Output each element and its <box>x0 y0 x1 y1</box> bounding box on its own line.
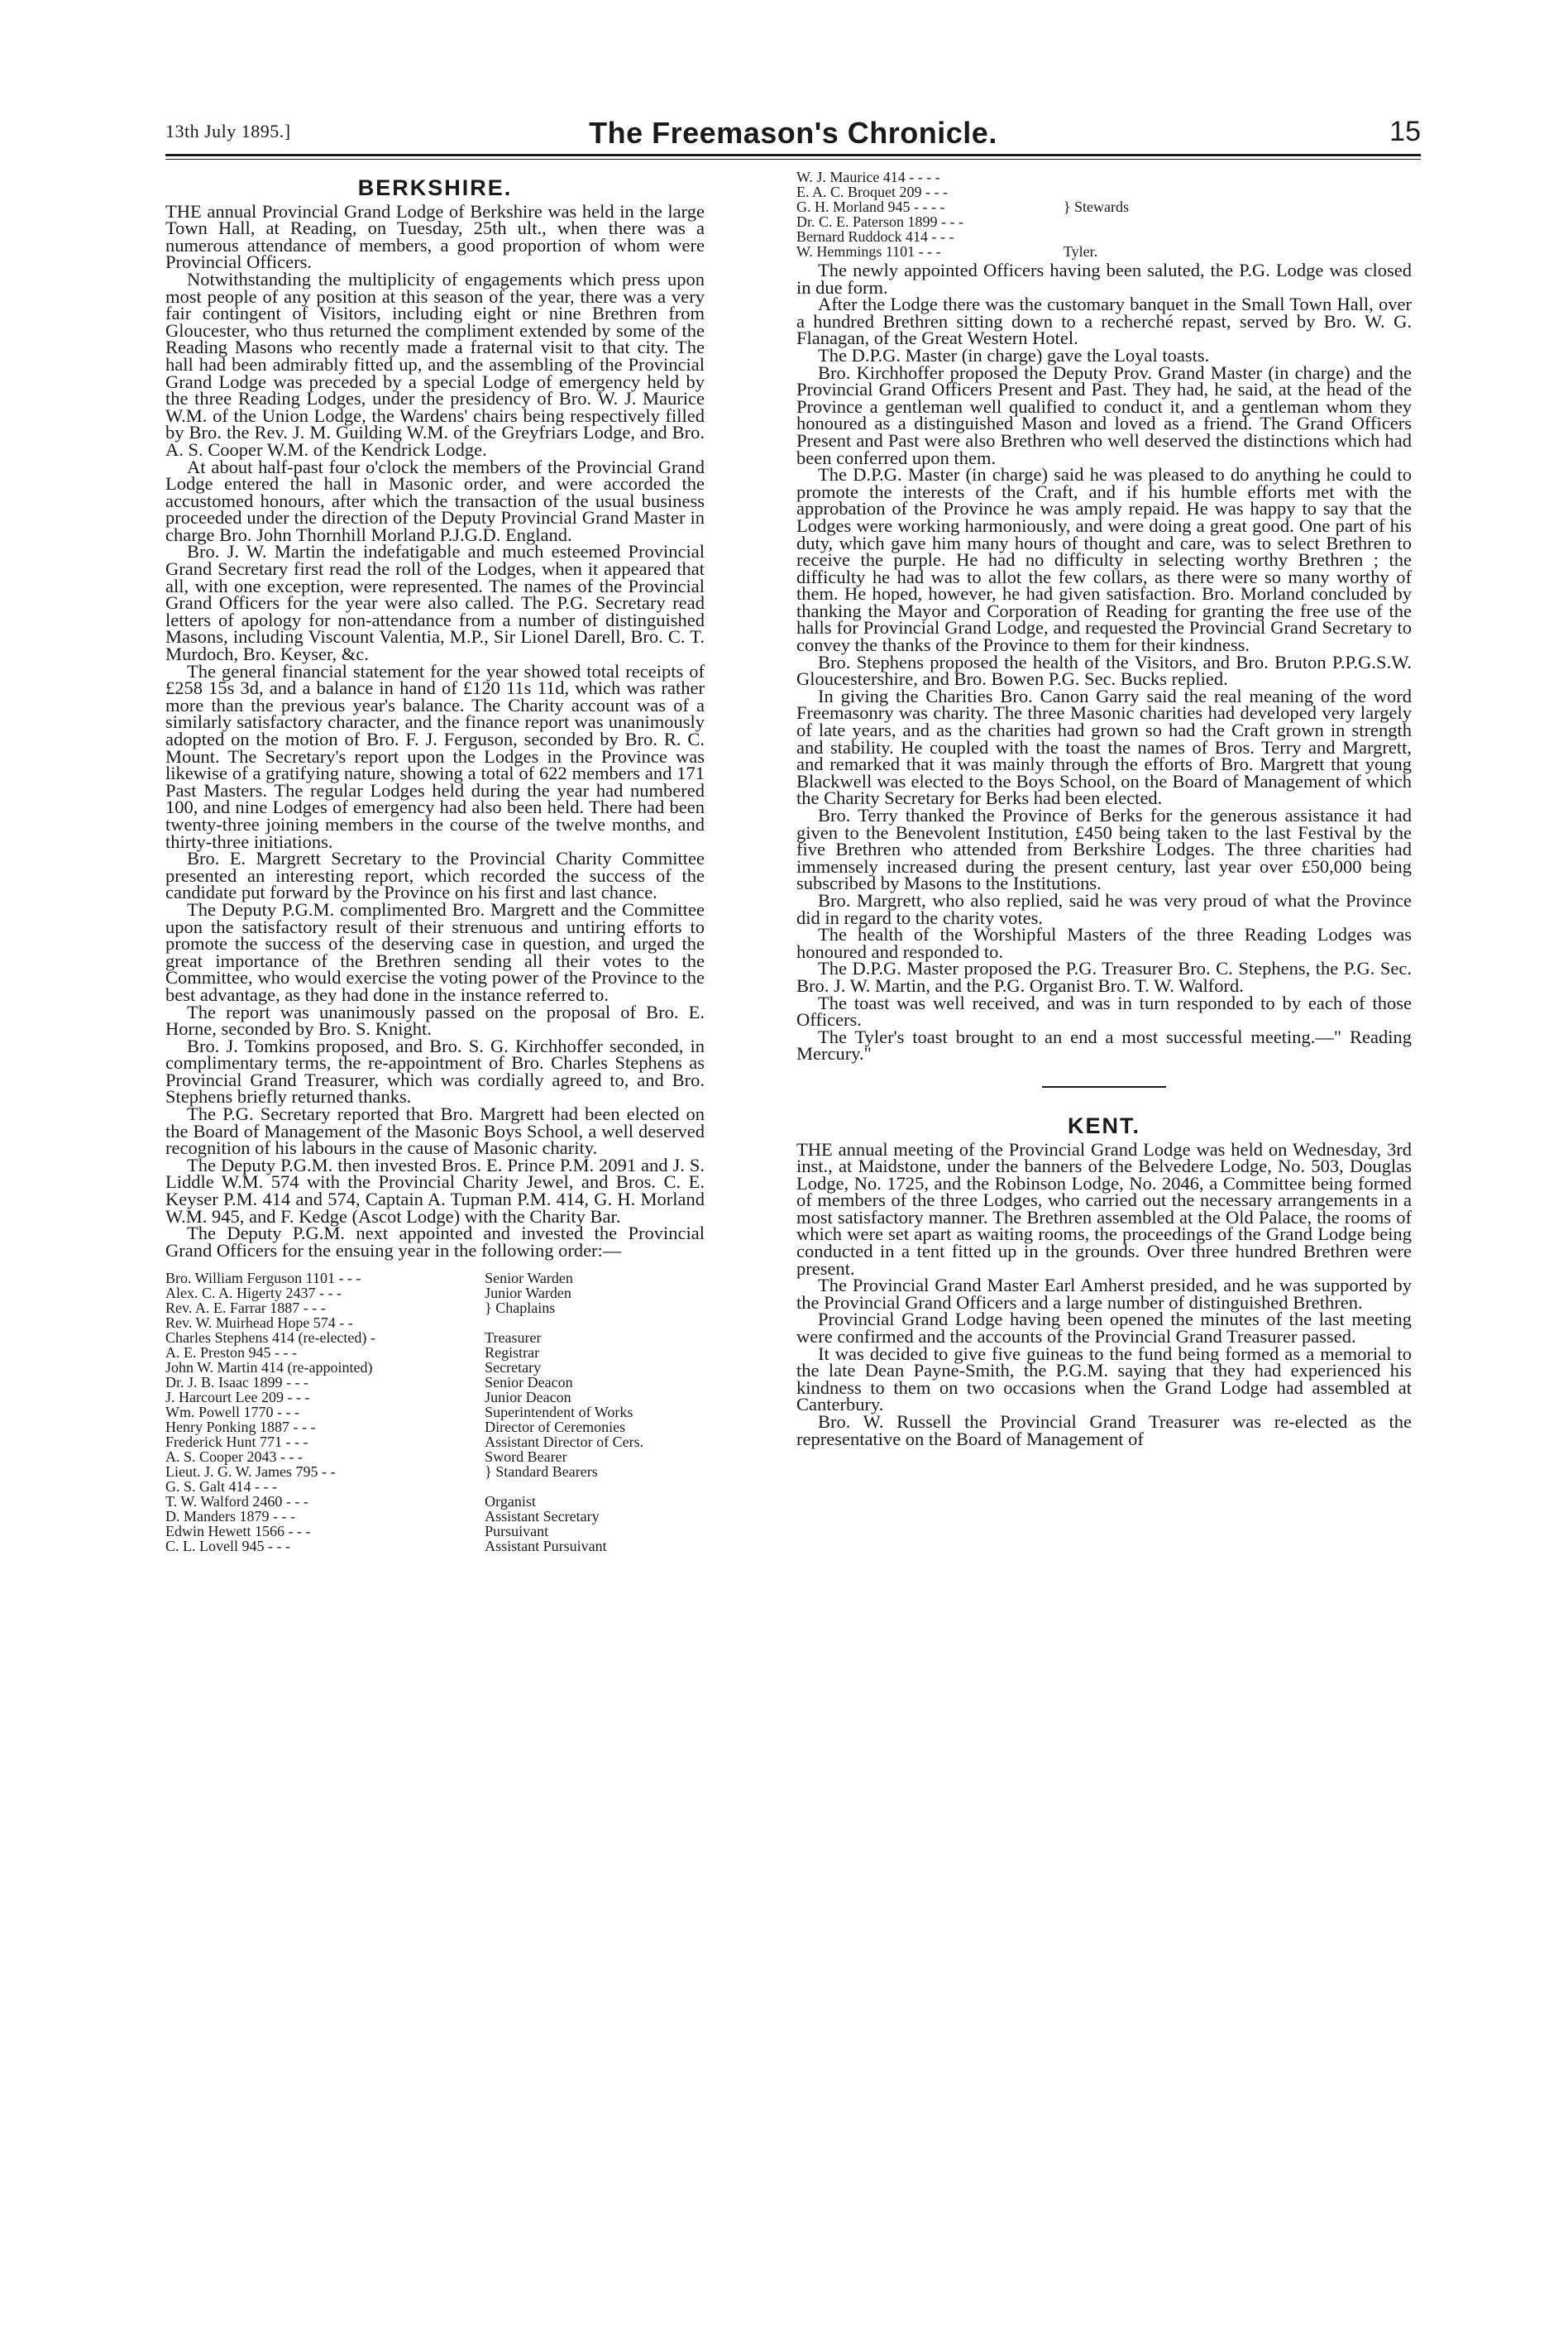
officer-name: W. Hemmings 1101 - - - <box>796 243 941 260</box>
paragraph: The general financial statement for the year showed total receipts of £258 15s 3d, and a balance in hand of £120 11s 11d, which was rather more than the previous year's balance. The Charity account was of a similarly satisfactory character, and the finance report was unanimously adopted on the motion of Bro. F. J. Ferguson, seconded by Bro. R. C. Mount. The Secretary's report upon the Lodges in the Province was likewise of a gratifying nature, showing a total of 622 members and 171 Past Masters. The regular Lodges held during the year had numbered 100, and nine Lodges of emergency had also been held. There had been twenty-three joining members in the course of the twelve months, and thirty-three initiations. <box>165 660 705 852</box>
list-row <box>165 1524 705 1539</box>
officer-office: Pursuivant <box>485 1523 549 1540</box>
paragraph: The P.G. Secretary reported that Bro. Margrett had been elected on the Board of Management of the Masonic Boys School, a well deserved recognition of his labours in the cause of Masonic charity. <box>165 1103 705 1159</box>
paragraph: Notwithstanding the multiplicity of engagements which press upon most people of any position at this season of the year, there was a very fair contingent of Visitors, including eight or nine Brethren from Gloucester, who thus returned the compliment extended by some of the Reading Masons who recently made a fraternal visit to that city. The hall had been admirably fitted up, and the assembling of the Provincial Grand Lodge was preceded by a special Lodge of emergency held by the three Reading Lodges, under the presidency of Bro. W. J. Maurice W.M. of the Union Lodge, the Wardens' chairs being respectively filled by Bro. the Rev. J. M. Guilding W.M. of the Greyfriars Lodge, and Bro. A. S. Cooper W.M. of the Kendrick Lodge. <box>165 268 705 460</box>
paragraph: The D.P.G. Master (in charge) gave the Loyal toasts. <box>818 344 1210 366</box>
officer-office: Assistant Secretary <box>485 1508 600 1525</box>
list-row <box>165 1419 705 1434</box>
officer-name: C. L. Lovell 945 - - - <box>165 1538 290 1555</box>
officer-name: Frederick Hunt 771 - - - <box>165 1434 308 1451</box>
officer-office <box>478 1479 705 1494</box>
list-row <box>165 1494 705 1509</box>
list-row <box>796 199 1227 214</box>
left-column <box>165 170 705 1553</box>
page-number: 15 <box>1389 116 1421 147</box>
list-row <box>165 1271 705 1285</box>
paragraph: At about half-past four o'clock the members of the Provincial Grand Lodge entered the hall in Masonic order, and were accorded the accustomed honours, after which the transaction of the usual business proceeded under the direction of the Deputy Provincial Grand Master in charge Bro. John Thornhill Morland P.J.G.D. England. <box>165 456 705 545</box>
officer-office: Organist <box>485 1493 536 1510</box>
officer-name: Charles Stephens 414 (re-elected) - <box>165 1329 375 1347</box>
paragraph: Bro. W. Russell the Provincial Grand Treasurer was re-elected as the representative on the Board of Management of <box>796 1411 1412 1449</box>
berkshire-heading: BERKSHIRE. <box>357 175 513 200</box>
officer-name: G. S. Galt 414 - - - <box>165 1478 277 1496</box>
officer-office <box>478 1315 705 1330</box>
paragraph: The D.P.G. Master (in charge) said he was pleased to do anything he could to promote the interests of the Craft, and if his humble efforts met with the approbation of the Province he was amply repaid. He was happy to say that the Lodges were working harmoniously, and were doing a great good. One part of his duty, which gave him many hours of thought and care, was to select Brethren to receive the purple. He had no difficulty in selecting worthy Brethren ; the difficulty he had was to allot the few collars, as there were so many worthy of them. He hoped, however, he had given satisfaction. Bro. Morland concluded by thanking the Mayor and Corporation of Reading for granting the free use of the halls for Provincial Grand Lodge, and requested the Provincial Grand Secretary to convey the thanks of the Province to them for their kindness. <box>796 464 1412 656</box>
paragraph: The newly appointed Officers having been saluted, the P.G. Lodge was closed in due form. <box>796 260 1412 298</box>
list-row <box>165 1449 705 1464</box>
officer-name: E. A. C. Broquet 209 - - - <box>796 184 948 200</box>
officer-name: Edwin Hewett 1566 - - - <box>165 1523 311 1540</box>
officer-office: Registrar <box>485 1344 540 1362</box>
officer-name: A. E. Preston 945 - - - <box>165 1344 297 1362</box>
officer-office <box>1064 170 1227 184</box>
paragraph: THE annual Provincial Grand Lodge of Berkshire was held in the large Town Hall, at Reading, on Tuesday, 25th ult., when there was a numerous attendance of members, a good proportion of whom were Provincial Officers. <box>165 200 705 273</box>
officer-office <box>1064 214 1227 229</box>
list-row <box>165 1300 705 1315</box>
paragraph: Bro. Stephens proposed the health of the Visitors, and Bro. Bruton P.P.G.S.W. Gloucestershire, and Bro. Bowen P.G. Sec. Bucks replied. <box>796 651 1412 690</box>
officer-office: } Stewards <box>1063 199 1130 215</box>
header-rule <box>165 154 1421 156</box>
list-row <box>165 1539 705 1553</box>
officer-office: } Standard Bearers <box>485 1463 598 1481</box>
paragraph: Bro. J. W. Martin the indefatigable and much esteemed Provincial Grand Secretary first read the roll of the Lodges, when it appeared that all, with one exception, were represented. The names of the Provincial Grand Officers for the year were also called. The P.G. Secretary read letters of apology for non-attendance from a number of distinguished Masons, including Viscount Valentia, M.P., Sir Lionel Darell, Bro. C. T. Murdoch, Bro. Keyser, &c. <box>165 541 705 665</box>
paragraph: In giving the Charities Bro. Canon Garry said the real meaning of the word Freemasonry was charity. The three Masonic charities had developed very largely of late years, and as the charities had grown so had the Craft grown in strength and stability. He coupled with the toast the names of Bros. Terry and Margrett, and remarked that it was mainly through the efforts of Bro. Margrett that young Blackwell was elected to the Boys School, on the Board of Management of which the Charity Secretary for Berks had been elected. <box>796 685 1412 809</box>
berkshire-article <box>165 200 705 1261</box>
issue-date: 13th July 1895.] <box>165 121 291 141</box>
publication-title: The Freemason's Chronicle. <box>589 116 997 150</box>
officer-name: G. H. Morland 945 - - - - <box>796 199 945 215</box>
paragraph: The toast was well received, and was in turn responded to by each of those Officers. <box>796 992 1412 1031</box>
list-row <box>796 214 1227 229</box>
paragraph: Bro. Terry thanked the Province of Berks for the generous assistance it had given to the Benevolent Institution, £450 being taken to the last Festival by the five Brethren who attended from Berkshire Lodges. The three charities had immensely increased during the present century, last year over £50,000 being subscribed by Masons to the Institutions. <box>796 805 1412 894</box>
paragraph: The report was unanimously passed on the proposal of Bro. E. Horne, seconded by Bro. S. Knight. <box>165 1001 705 1040</box>
officer-office: Senior Deacon <box>485 1374 573 1391</box>
list-row <box>165 1390 705 1405</box>
officer-name: Bro. William Ferguson 1101 - - - <box>165 1270 361 1287</box>
officer-name: Henry Ponking 1887 - - - <box>165 1419 316 1436</box>
officer-office: Director of Ceremonies <box>485 1419 626 1436</box>
paragraph: Bro. J. Tomkins proposed, and Bro. S. G. Kirchhoffer seconded, in complimentary terms, the re-appointment of Bro. Charles Stephens as Provincial Grand Treasurer, which was cordially agreed to, and Bro. Stephens briefly returned thanks. <box>165 1035 705 1108</box>
paragraph: It was decided to give five guineas to the fund being formed as a memorial to the late Dean Payne-Smith, the P.G.M. saying that they had experienced his kindness to them on two occasions when the Grand Lodge had assembled at Canterbury. <box>796 1343 1412 1415</box>
officer-office: Assistant Pursuivant <box>485 1538 607 1555</box>
list-row <box>165 1375 705 1390</box>
officer-office: Sword Bearer <box>485 1448 567 1466</box>
list-row <box>796 170 1227 184</box>
paragraph: The Deputy P.G.M. then invested Bros. E. Prince P.M. 2091 and J. S. Liddle W.M. 574 with the Provincial Charity Jewel, and Bros. C. E. Keyser P.M. 414 and 574, Captain A. Tupman P.M. 414, G. H. Morland W.M. 945, and F. Kedge (Ascot Lodge) with the Charity Bar. <box>165 1154 705 1227</box>
paragraph: Bro. Margrett, who also replied, said he was very proud of what the Province did in regard to the charity votes. <box>796 889 1412 928</box>
officer-office <box>1064 184 1227 199</box>
list-row <box>165 1360 705 1375</box>
officer-name: T. W. Walford 2460 - - - <box>165 1493 308 1510</box>
officer-office: Secretary <box>485 1359 542 1376</box>
header-rule-thin <box>165 159 1421 160</box>
paragraph: The Deputy P.G.M. complimented Bro. Margrett and the Committee upon the satisfactory result of their strenuous and untiring efforts to promote the success of the deserving case in question, and urged the great importance of the Brethren sending all their votes to the Committee, who would exercise the voting power of the Province to the best advantage, as they had done in the instance referred to. <box>165 898 705 1005</box>
officer-name: A. S. Cooper 2043 - - - <box>165 1448 303 1466</box>
paragraph: Bro. E. Margrett Secretary to the Provincial Charity Committee presented an interesting report, which recorded the success of the candidate put forward by the Province on his first and last chance. <box>165 848 705 903</box>
list-row <box>796 244 1227 259</box>
list-row <box>165 1434 705 1449</box>
list-row <box>165 1285 705 1300</box>
officer-office: } Chaplains <box>485 1300 556 1317</box>
officer-office: Junior Warden <box>485 1285 571 1302</box>
officer-name: Alex. C. A. Higerty 2437 - - - <box>165 1285 342 1302</box>
list-row <box>165 1330 705 1345</box>
officer-name: Bernard Ruddock 414 - - - <box>796 228 954 245</box>
officer-office: Superintendent of Works <box>485 1404 633 1421</box>
officer-name: Dr. J. B. Isaac 1899 - - - <box>165 1374 308 1391</box>
article-separator <box>1042 1086 1166 1088</box>
paragraph: THE annual meeting of the Provincial Grand Lodge was held on Wednesday, 3rd inst., at Maidstone, under the banners of the Belvedere Lodge, No. 503, Douglas Lodge, No. 1725, and the Robinson Lodge, No. 2046, a Committee being formed of members of the three Lodges, who carried out the necessary arrangements in a most satisfactory manner. The Brethren assembled at the Old Palace, the rooms of which were set apart as waiting rooms, the proceedings of the Grand Lodge being conducted in a tent fitted up in the grounds. Over three hundred Brethren were present. <box>796 1138 1412 1279</box>
list-row <box>165 1315 705 1330</box>
paragraph: The Deputy P.G.M. next appointed and invested the Provincial Grand Officers for the ensuing year in the following order:— <box>165 1223 705 1261</box>
officers-list <box>165 1271 705 1553</box>
kent-heading: KENT. <box>1067 1113 1140 1138</box>
list-row <box>165 1345 705 1360</box>
list-row <box>796 229 1227 244</box>
officer-office: Tyler. <box>1063 243 1098 260</box>
officer-office: Senior Warden <box>485 1270 573 1287</box>
list-row <box>165 1464 705 1479</box>
paragraph: After the Lodge there was the customary banquet in the Small Town Hall, over a hundred Brethren sitting down to a recherché repast, served by Bro. W. G. Flanagan, of the Great Western Hotel. <box>796 294 1412 349</box>
paragraph: The Provincial Grand Master Earl Amherst presided, and he was supported by the Provincial Grand Officers and a large number of distinguished Brethren. <box>796 1275 1412 1313</box>
berkshire-article-continued <box>796 262 1412 1063</box>
officer-office <box>1064 229 1227 244</box>
officer-name: John W. Martin 414 (re-appointed) <box>165 1359 373 1376</box>
officer-name: Rev. W. Muirhead Hope 574 - - <box>165 1314 353 1332</box>
kent-article <box>796 1138 1412 1449</box>
officer-office: Treasurer <box>485 1329 542 1347</box>
list-row <box>165 1509 705 1524</box>
officer-name: J. Harcourt Lee 209 - - - <box>165 1389 310 1406</box>
officer-name: Dr. C. E. Paterson 1899 - - - <box>796 213 963 230</box>
list-row <box>165 1405 705 1419</box>
paragraph: Provincial Grand Lodge having been opened the minutes of the last meeting were confirmed and the accounts of the Provincial Grand Treasurer passed. <box>796 1309 1412 1348</box>
paragraph: Bro. Kirchhoffer proposed the Deputy Prov. Grand Master (in charge) and the Provincial Grand Officers Present and Past. They had, he said, at the head of the Province a gentleman well qualified to conduct it, and a gentleman whom they honoured as a distinguished Mason and loved as a friend. The Grand Officers Present and Past were also Brethren who well deserved the distinctions which had been conferred upon them. <box>796 361 1412 468</box>
paragraph: The health of the Worshipful Masters of the three Reading Lodges was honoured and responded to. <box>796 924 1412 962</box>
right-column <box>796 170 1412 1448</box>
stewards-list <box>796 170 1227 259</box>
officer-office: Junior Deacon <box>485 1389 571 1406</box>
officer-name: Lieut. J. G. W. James 795 - - <box>165 1463 336 1481</box>
officer-name: D. Manders 1879 - - - <box>165 1508 295 1525</box>
officer-name: W. J. Maurice 414 - - - - <box>796 169 940 185</box>
page-header <box>165 116 1421 149</box>
paragraph: The D.P.G. Master proposed the P.G. Treasurer Bro. C. Stephens, the P.G. Sec. Bro. J. W. Martin, and the P.G. Organist Bro. T. W. Walford. <box>796 958 1412 996</box>
list-row <box>796 184 1227 199</box>
officer-name: Wm. Powell 1770 - - - <box>165 1404 299 1421</box>
officer-office: Assistant Director of Cers. <box>485 1434 644 1451</box>
officer-name: Rev. A. E. Farrar 1887 - - - <box>165 1300 326 1317</box>
paragraph: The Tyler's toast brought to an end a most successful meeting.—" Reading Mercury." <box>796 1026 1412 1065</box>
list-row <box>165 1479 705 1494</box>
